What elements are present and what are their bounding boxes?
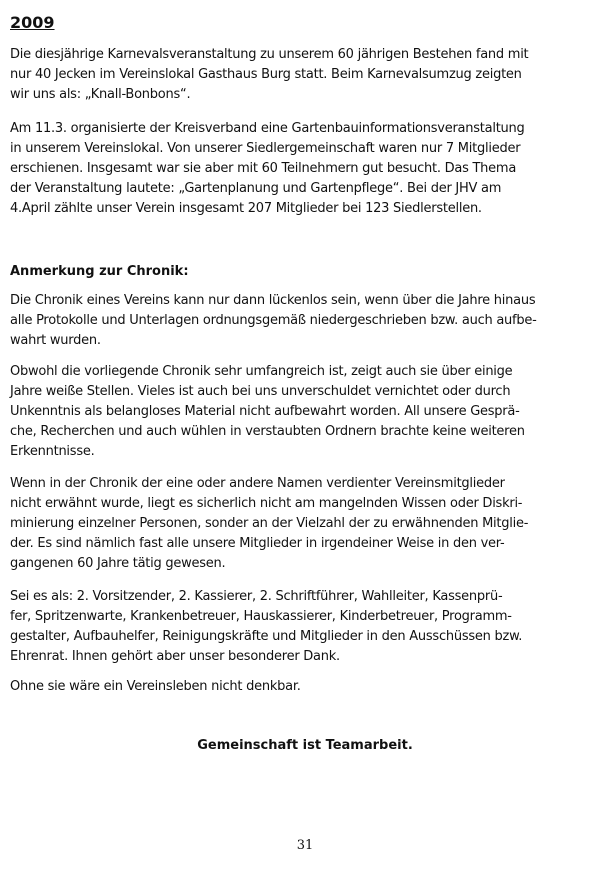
- text-line: che, Recherchen und auch wühlen in verstaubten Ordnern brachte keine weiteren: [10, 424, 525, 439]
- text-line: wir uns als: „Knall-Bonbons“.: [10, 87, 191, 102]
- motto: Gemeinschaft ist Teamarbeit.: [197, 738, 413, 753]
- paragraph-roles-list: [10, 587, 594, 667]
- text-line: minierung einzelner Personen, sonder an der Vielzahl der zu erwähnenden Mitglie-: [10, 516, 529, 531]
- note-heading: Anmerkung zur Chronik:: [10, 264, 189, 279]
- year-heading: 2009: [10, 13, 55, 32]
- text-line: gestalter, Aufbauhelfer, Reinigungskräfte und Mitglieder in den Ausschüssen bzw.: [10, 629, 523, 644]
- text-line: Am 11.3. organisierte der Kreisverband eine Gartenbauinformationsveranstaltung: [10, 121, 525, 136]
- text-line: fer, Spritzenwarte, Krankenbetreuer, Hauskassierer, Kinderbetreuer, Programm-: [10, 609, 512, 624]
- paragraph-carnival: [10, 45, 594, 105]
- text-line: Ohne sie wäre ein Vereinsleben nicht denkbar.: [10, 679, 301, 694]
- text-line: Obwohl die vorliegende Chronik sehr umfangreich ist, zeigt auch sie über einige: [10, 364, 513, 379]
- text-line: Jahre weiße Stellen. Vieles ist auch bei uns unverschuldet vernichtet oder durch: [10, 384, 511, 399]
- text-line: Sei es als: 2. Vorsitzender, 2. Kassierer, 2. Schriftführer, Wahlleiter, Kassenprü-: [10, 589, 503, 604]
- text-line: nicht erwähnt wurde, liegt es sicherlich nicht am mangelnden Wissen oder Diskri-: [10, 496, 523, 511]
- paragraph-members-not-named: [10, 474, 594, 574]
- text-line: erschienen. Insgesamt war sie aber mit 60 Teilnehmern gut besucht. Das Thema: [10, 161, 517, 176]
- text-line: Wenn in der Chronik der eine oder andere Namen verdienter Vereinsmitglieder: [10, 476, 505, 491]
- text-line: der Veranstaltung lautete: „Gartenplanung und Gartenpflege“. Bei der JHV am: [10, 181, 502, 196]
- text-line: Unkenntnis als belangloses Material nicht aufbewahrt worden. All unsere Gesprä-: [10, 404, 520, 419]
- text-line: 4.April zählte unser Verein insgesamt 207 Mitglieder bei 123 Siedlerstellen.: [10, 201, 482, 216]
- text-line: der. Es sind nämlich fast alle unsere Mitglieder in irgendeiner Weise in den ver-: [10, 536, 505, 551]
- text-line: Ehrenrat. Ihnen gehört aber unser besonderer Dank.: [10, 649, 340, 664]
- paragraph-closing: [10, 677, 594, 697]
- text-line: alle Protokolle und Unterlagen ordnungsgemäß niedergeschrieben bzw. auch aufbe-: [10, 313, 537, 328]
- text-line: wahrt wurden.: [10, 333, 101, 348]
- text-line: Die diesjährige Karnevalsveranstaltung zu unserem 60 jährigen Bestehen fand mit: [10, 47, 529, 62]
- page-number: 31: [296, 838, 314, 853]
- paragraph-garden-event: [10, 119, 594, 219]
- paragraph-white-spots: [10, 362, 594, 462]
- text-line: Die Chronik eines Vereins kann nur dann lückenlos sein, wenn über die Jahre hinaus: [10, 293, 536, 308]
- paragraph-chronicle-gaps: [10, 291, 594, 351]
- text-line: in unserem Vereinslokal. Von unserer Siedlergemeinschaft waren nur 7 Mitglieder: [10, 141, 521, 156]
- text-line: nur 40 Jecken im Vereinslokal Gasthaus Burg statt. Beim Karnevalsumzug zeigten: [10, 67, 522, 82]
- text-line: gangenen 60 Jahre tätig gewesen.: [10, 556, 226, 571]
- text-line: Erkenntnisse.: [10, 444, 95, 459]
